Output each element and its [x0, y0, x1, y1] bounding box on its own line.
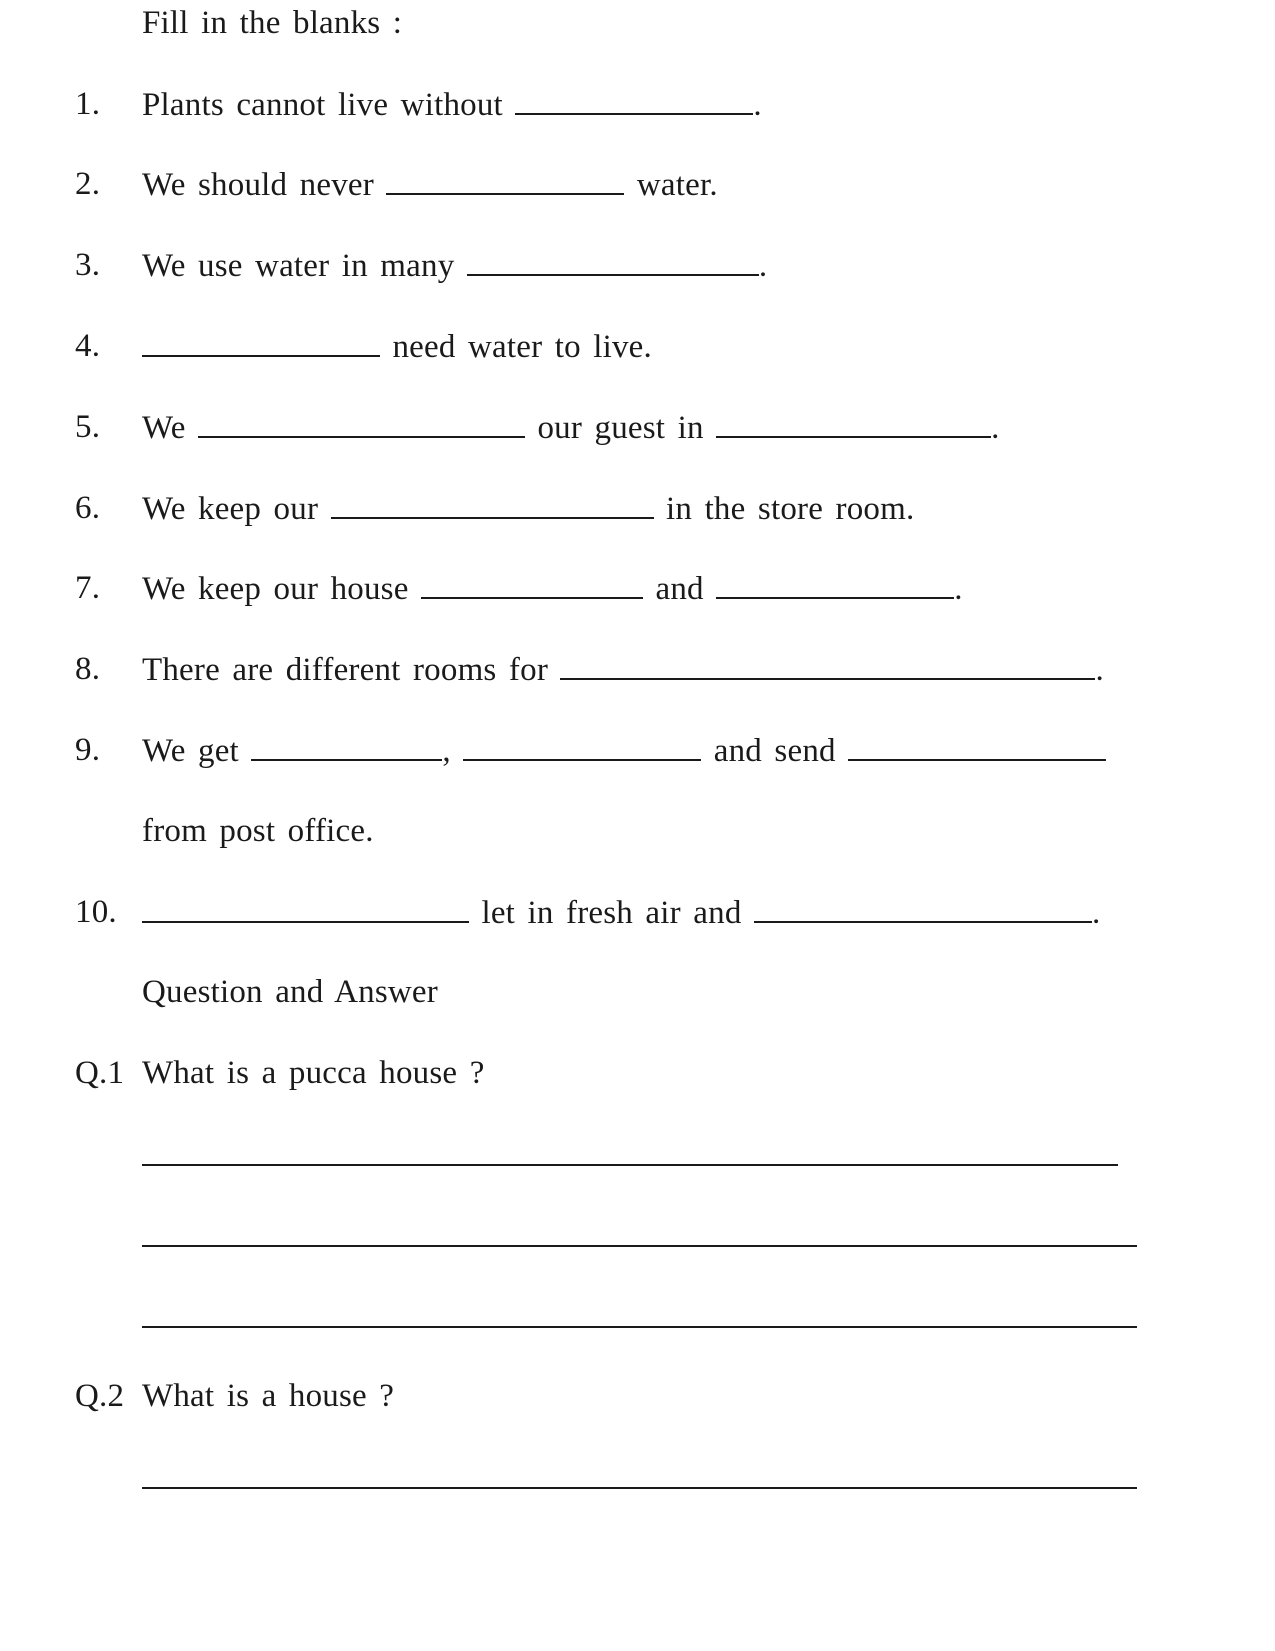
item-text — [142, 567, 963, 610]
item-text-part: We keep our house — [142, 571, 409, 607]
item-text — [142, 83, 762, 126]
answer-blank[interactable] — [515, 83, 753, 115]
item-text-part: . — [1095, 652, 1104, 688]
answer-line[interactable] — [142, 1326, 1137, 1328]
item-text-part: . — [991, 410, 1000, 446]
item-text-part: Plants cannot live without — [142, 87, 503, 123]
item-text — [142, 163, 718, 206]
answer-blank[interactable] — [386, 163, 624, 195]
item-text-part: . — [753, 87, 762, 123]
answer-blank[interactable] — [198, 406, 525, 438]
item-number: 5. — [75, 409, 101, 445]
answer-blank[interactable] — [560, 648, 1095, 680]
item-text-part: We — [142, 410, 186, 446]
answer-blank[interactable] — [467, 244, 759, 276]
item-text-part: in the store room. — [666, 491, 915, 527]
item-text-part: We use water in many — [142, 248, 455, 284]
item-number: 1. — [75, 86, 101, 122]
item-number: 7. — [75, 570, 101, 606]
item-text — [142, 729, 1106, 772]
answer-blank[interactable] — [142, 325, 380, 357]
item-text-part: our guest in — [537, 410, 704, 446]
answer-blank[interactable] — [421, 567, 643, 599]
item-number: 4. — [75, 328, 101, 364]
item-number: 8. — [75, 651, 101, 687]
question-number: Q.2 — [75, 1378, 125, 1414]
item-text-part: We get — [142, 733, 239, 769]
item-number: 3. — [75, 247, 101, 283]
answer-blank[interactable] — [716, 406, 991, 438]
item-text-part: , — [442, 733, 451, 769]
item-text-part: . — [1091, 895, 1101, 931]
item-text-part: We keep our — [142, 491, 319, 527]
item-text-part: and — [655, 571, 704, 607]
item-text-part: water. — [636, 167, 718, 203]
answer-line[interactable] — [142, 1487, 1137, 1489]
section-title: Fill in the blanks : — [142, 5, 403, 41]
item-number: 6. — [75, 490, 101, 526]
item-number: 2. — [75, 166, 101, 202]
question-number: Q.1 — [75, 1055, 125, 1091]
item-text-part: need water to live. — [392, 329, 652, 365]
answer-blank[interactable] — [463, 729, 701, 761]
item-text-part: . — [954, 571, 963, 607]
item-number: 9. — [75, 732, 101, 768]
answer-blank[interactable] — [331, 487, 654, 519]
item-text — [142, 406, 1000, 449]
answer-line[interactable] — [142, 1164, 1118, 1166]
answer-blank[interactable] — [142, 891, 469, 923]
item-text — [142, 487, 914, 530]
item-text-part: . — [758, 248, 768, 284]
answer-blank[interactable] — [754, 891, 1092, 923]
answer-line[interactable] — [142, 1245, 1137, 1247]
item-text — [142, 648, 1104, 691]
item-text-part: There are different rooms for — [142, 652, 549, 688]
item-text-part: let in fresh air and — [481, 895, 742, 931]
item-text-part: from post office. — [142, 813, 374, 849]
question-text: What is a house ? — [142, 1378, 395, 1414]
answer-blank[interactable] — [251, 729, 442, 761]
item-text-part: and send — [713, 733, 836, 769]
item-text — [142, 244, 767, 287]
item-text — [142, 325, 652, 368]
item-number: 10. — [75, 894, 117, 930]
question-text: What is a pucca house ? — [142, 1055, 485, 1091]
answer-blank[interactable] — [848, 729, 1106, 761]
answer-blank[interactable] — [716, 567, 954, 599]
item-text-part: We should never — [142, 167, 374, 203]
section-title: Question and Answer — [142, 974, 438, 1010]
item-text — [142, 891, 1100, 934]
